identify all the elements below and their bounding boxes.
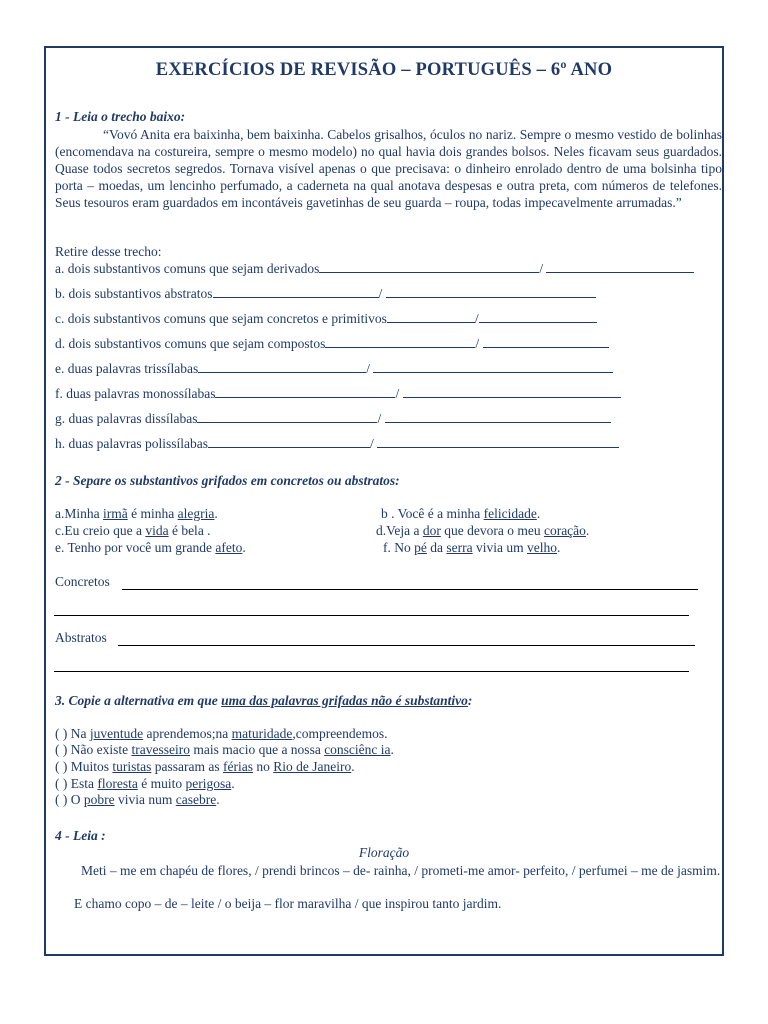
slash: / [475,336,480,351]
q2-sentence-c [55,523,211,539]
text: b . Você é a minha [381,506,484,521]
underlined-word: juventude [89,726,144,741]
text: mais macio que a nossa [189,742,325,757]
q1-item-a [55,261,694,277]
text: . [231,776,235,791]
text: é minha [127,506,178,521]
text: . [351,759,355,774]
text: Não existe [67,742,132,757]
q1-item-h [55,436,619,452]
underlined-word: travesseiro [131,742,190,757]
q1-item-a-label: a. dois substantivos comuns que sejam derivados [55,261,320,276]
q3-option-4[interactable] [55,776,235,792]
q1-item-b [55,286,596,302]
answer-blank[interactable] [215,386,395,398]
answer-blank[interactable] [208,436,370,448]
q1-item-f [55,386,621,402]
text: Na [67,726,90,741]
underlined-word: alegria [177,506,215,521]
answer-blank[interactable] [197,411,377,423]
poem-stanza-2: E chamo copo – de – leite / o beija – flor maravilha / que inspirou tanto jardim. [74,896,502,911]
answer-blank[interactable] [373,361,613,373]
underlined-word: casebre [175,792,217,807]
slash: / [474,311,479,326]
text: é muito [137,776,186,791]
q1-item-d-label: d. dois substantivos comuns que sejam compostos [55,336,326,351]
slash: / [539,261,544,276]
abstratos-answer-line[interactable] [118,645,695,646]
underlined-word: consciênc ia [324,742,391,757]
q1-item-e-label: e. duas palavras trissílabas [55,361,199,376]
answer-blank[interactable] [546,261,694,273]
q1-item-b-label: b. dois substantivos abstratos [55,286,213,301]
q2-sentence-e [55,540,246,556]
text: . [216,792,220,807]
text: aprendemos;na [143,726,232,741]
underlined-word: férias [223,759,253,774]
q1-item-d [55,336,609,352]
underlined-word: Rio de Janeiro [273,759,352,774]
poem-title: Floração [358,845,410,860]
answer-blank[interactable] [386,286,596,298]
underlined-phrase: uma das palavras grifadas não é substantivo [221,693,468,708]
poem-stanza-1: Meti – me em chapéu de flores, / prendi brincos – de- rainha, / prometi-me amor- perfeito, / perfumei – me de jasmim. [81,863,721,878]
page-title: EXERCÍCIOS DE REVISÃO – PORTUGUÊS – 6º ANO [155,60,613,80]
text: passaram as [151,759,223,774]
slash: / [366,361,370,376]
q1-heading: 1 - Leia o trecho baixo: [55,109,186,124]
q4-heading: 4 - Leia : [55,828,106,843]
q1-item-g-label: g. duas palavras dissílabas [55,411,198,426]
text: c.Eu creio que a [55,523,146,538]
q1-item-g [55,411,611,427]
text: a.Minha [55,506,103,521]
underlined-word: turistas [112,759,152,774]
text: . [536,506,541,521]
answer-blank[interactable] [377,436,619,448]
text: . [390,742,394,757]
answer-checkbox[interactable]: ( ) [55,792,68,807]
q2-sentence-d [376,523,589,539]
text: : [467,693,473,708]
text: e. Tenho por você um grande [55,540,216,555]
text: . [242,540,246,555]
answer-blank[interactable] [213,286,379,298]
q1-item-c-label: c. dois substantivos comuns que sejam concretos e primitivos [55,311,387,326]
q1-item-c [55,311,597,327]
text: da [426,540,447,555]
answer-blank[interactable] [198,361,366,373]
q2-sentence-f [383,540,560,556]
underlined-word: coração [543,523,586,538]
concretos-answer-line-2[interactable] [54,615,689,616]
q1-passage: “Vovó Anita era baixinha, bem baixinha. Cabelos grisalhos, óculos no nariz. Sempre o mesmo vestido de bolinhas (encomendava na costureira, sempre o mesmo modelo) no qual havia dois grandes bolsos. Neles ficavam seus guardados. Quase todos secretos segredos. Tornava visível apenas o que precisava: o dinheiro enrolado dentro de uma bolsinha tipo porta – moedas, um lencinho perfumado, a caderneta na qual anotava despesas e outra preta, com números de telefones. Seus tesouros eram guardados em incontáveis gavetinhas de seu guarda – roupa, todas impecavelmente arrumadas.” [55,127,722,210]
answer-blank[interactable] [403,386,621,398]
text: Muitos [67,759,113,774]
underlined-word: irmã [103,506,128,521]
underlined-word: felicidade [483,506,537,521]
text: Esta [67,776,98,791]
q3-option-5[interactable] [55,792,220,808]
text: vivia num [114,792,176,807]
underlined-word: maturidade [231,726,293,741]
q3-option-3[interactable] [55,759,355,775]
text: no [252,759,274,774]
text: ,compreendemos. [292,726,388,741]
text: O [67,792,84,807]
underlined-word: afeto [215,540,243,555]
q3-heading [55,693,472,709]
text: . [556,540,561,555]
q3-option-2[interactable] [55,742,394,758]
text: é bela . [168,523,211,538]
answer-checkbox[interactable]: ( ) [55,776,68,791]
answer-blank[interactable] [385,411,611,423]
q2-heading: 2 - Separe os substantivos grifados em concretos ou abstratos: [55,473,400,488]
slash: / [369,436,374,451]
answer-checkbox[interactable]: ( ) [55,726,68,741]
slash: / [395,386,400,401]
q1-instruction: Retire desse trecho: [55,244,162,259]
answer-blank[interactable] [325,336,475,348]
underlined-word: perigosa [185,776,232,791]
underlined-word: velho [526,540,557,555]
slash: / [378,286,383,301]
answer-blank[interactable] [479,311,597,323]
text: . [585,523,590,538]
q1-item-e [55,361,613,377]
underlined-word: pé [414,540,427,555]
q2-sentence-a [55,506,218,522]
text: . [214,506,218,521]
underlined-word: pobre [83,792,115,807]
q3-option-1[interactable] [55,726,388,742]
answer-blank[interactable] [319,261,539,273]
underlined-word: serra [446,540,473,555]
text: que devora o meu [440,523,544,538]
text: vivia um [472,540,527,555]
text: d.Veja a [376,523,423,538]
answer-checkbox[interactable]: ( ) [55,742,68,757]
text: f. No [383,540,415,555]
answer-checkbox[interactable]: ( ) [55,759,68,774]
slash: / [377,411,382,426]
underlined-word: vida [145,523,169,538]
text: 3. Copie a alternativa em que [55,693,222,708]
answer-blank[interactable] [387,311,475,323]
abstratos-answer-line-2[interactable] [54,671,689,672]
q1-item-h-label: h. duas palavras polissílabas [55,436,208,451]
concretos-label: Concretos [55,574,110,589]
q1-item-f-label: f. duas palavras monossílabas [55,386,216,401]
abstratos-label: Abstratos [55,630,107,645]
underlined-word: dor [422,523,441,538]
answer-blank[interactable] [483,336,609,348]
underlined-word: floresta [97,776,138,791]
q2-sentence-b [381,506,540,522]
concretos-answer-line[interactable] [122,589,698,590]
